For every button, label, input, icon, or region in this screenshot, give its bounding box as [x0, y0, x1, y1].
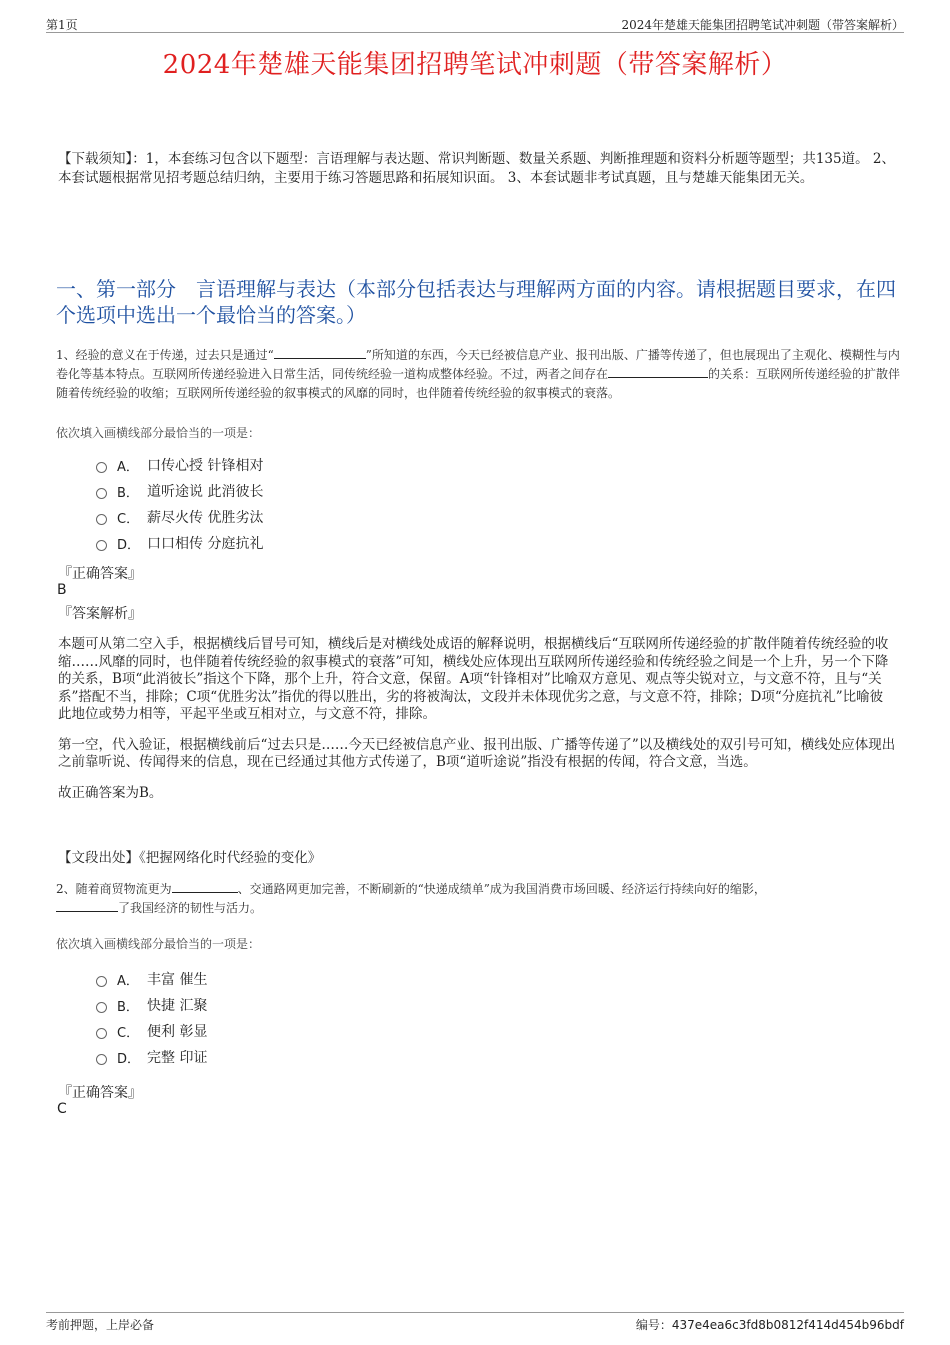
footer-code	[636, 1316, 904, 1333]
footer-code-label: 编号：	[635, 1318, 672, 1332]
option-a[interactable]	[96, 452, 263, 478]
question-2-prompt: 依次填入画横线部分最恰当的一项是：	[56, 937, 261, 951]
radio-icon[interactable]	[96, 1002, 107, 1013]
question-1-prompt: 依次填入画横线部分最恰当的一项是：	[56, 426, 261, 440]
download-notice: 【下载须知】：1，本套练习包含以下题型：言语理解与表达题、常识判断题、数量关系题、判断推理题和资料分析题等题型；共135道。 2、本套试题根据常见招考题总结归纳，主要用于练习答题思路和拓展知识面。 3、本套试题非考试真题，且与楚雄天能集团无关。	[58, 151, 895, 186]
option-letter: A．	[117, 973, 139, 989]
radio-icon[interactable]	[96, 488, 107, 499]
option-text: 便利 彰显	[147, 1024, 208, 1040]
option-text: 道听途说 此消彼长	[147, 484, 264, 500]
radio-icon[interactable]	[96, 1054, 107, 1065]
option-letter: B．	[117, 485, 139, 501]
option-text: 完整 印证	[147, 1050, 208, 1066]
question-2-text	[56, 880, 901, 918]
analysis-paragraph: 本题可从第二空入手，根据横线后冒号可知，横线后是对横线处成语的解释说明，根据横线后“互联网所传递经验的扩散伴随着传统经验的收缩……风靡的同时，也伴随着传统经验的叙事模式的衰落”可知，横线处应体现出互联网所传递经验和传统经验之间是一个上升，另一个下降的关系，B项“此消彼长”指这个下降，那个上升，符合文意，保留。A项“针锋相对”比喻双方意见、观点等尖锐对立，与文意不符，且与“关系”搭配不当，排除；C项“优胜劣汰”指优的得以胜出，劣的将被淘汰，文段并未体现优劣之意，与文意不符，排除；D项“分庭抗礼”比喻彼此地位或势力相等，平起平坐或互相对立，与文意不符，排除。	[58, 636, 889, 722]
analysis-paragraph: 第一空，代入验证，根据横线前后“过去只是……今天已经被信息产业、报刊出版、广播等传递了”以及横线处的双引号可知，横线处应体现出之前靠听说、传闻得来的信息，现在已经通过其他方式传递了，B项“道听途说”指没有根据的传闻，符合文意，当选。	[58, 736, 896, 770]
radio-icon[interactable]	[96, 976, 107, 987]
option-letter: D．	[117, 537, 141, 553]
footer-slogan: 考前押题，上岸必备	[46, 1318, 155, 1332]
question-1-text-part1: 1、经验的意义在于传递，过去只是通过“	[56, 348, 274, 362]
option-d[interactable]	[96, 1044, 207, 1070]
option-text: 薪尽火传 优胜劣汰	[147, 510, 264, 526]
option-letter: C．	[117, 511, 140, 527]
option-a[interactable]	[96, 966, 207, 992]
question-2-text-part2: 、交通路网更加完善，不断刷新的“快递成绩单”成为我国消费市场回暖、经济运行持续向好的缩影，	[237, 882, 766, 896]
radio-icon[interactable]	[96, 462, 107, 473]
question-1-options	[96, 452, 263, 556]
question-1-text	[56, 346, 901, 403]
question-1-analysis-label: 『答案解析』	[58, 606, 142, 622]
option-c[interactable]	[96, 504, 263, 530]
question-2-text-part1: 2、随着商贸物流更为	[56, 882, 172, 896]
blank-1	[172, 880, 238, 893]
question-1-text-part3: 的关系：互联网所传递经验的扩散伴随着传统经验的收缩；互联网所传递经验的叙事模式的风靡的同时，也伴随着传统经验的叙事模式的衰落。	[56, 367, 901, 400]
option-text: 口传心授 针锋相对	[147, 458, 264, 474]
question-1-answer-label: 『正确答案』	[58, 566, 142, 582]
blank-2	[56, 899, 118, 912]
question-2-options	[96, 966, 207, 1070]
option-b[interactable]	[96, 478, 263, 504]
option-text: 快捷 汇聚	[147, 998, 208, 1014]
question-2-answer-label: 『正确答案』	[58, 1085, 142, 1101]
radio-icon[interactable]	[96, 540, 107, 551]
option-b[interactable]	[96, 992, 207, 1018]
option-c[interactable]	[96, 1018, 207, 1044]
page-header	[46, 14, 904, 33]
page-footer	[46, 1312, 904, 1333]
question-1-source: 【文段出处】《把握网络化时代经验的变化》	[58, 850, 322, 866]
option-letter: A．	[117, 459, 139, 475]
option-letter: C．	[117, 1025, 140, 1041]
option-d[interactable]	[96, 530, 263, 556]
option-text: 口口相传 分庭抗礼	[147, 536, 264, 552]
page-number: 第1页	[46, 18, 78, 32]
question-1-analysis	[58, 636, 896, 815]
blank-1	[274, 346, 366, 359]
option-text: 丰富 催生	[147, 972, 208, 988]
section-heading: 一、第一部分 言语理解与表达（本部分包括表达与理解两方面的内容。请根据题目要求，在四个选项中选出一个最恰当的答案。）	[56, 277, 896, 327]
analysis-paragraph: 故正确答案为B。	[58, 784, 163, 801]
question-2-text-part3: 了我国经济的韧性与活力。	[118, 901, 263, 915]
document-title: 2024年楚雄天能集团招聘笔试冲刺题（带答案解析）	[162, 50, 788, 80]
question-1-text-part2: ”所知道的东西，今天已经被信息产业、报刊出版、广播等传递了，但也展现出了主观化、模糊性与内卷化等基本特点。互联网所传递经验进入日常生活，同传统经验一道构成整体经验。不过，两者之间存在	[56, 348, 900, 381]
radio-icon[interactable]	[96, 514, 107, 525]
question-2-answer: C	[57, 1101, 67, 1117]
question-1-answer: B	[57, 582, 67, 598]
radio-icon[interactable]	[96, 1028, 107, 1039]
footer-code-value: 437e4ea6c3fd8b0812f414d454b96bdf	[671, 1318, 904, 1332]
option-letter: B．	[117, 999, 139, 1015]
blank-2	[608, 365, 708, 378]
option-letter: D．	[117, 1051, 141, 1067]
header-doc-title: 2024年楚雄天能集团招聘笔试冲刺题（带答案解析）	[621, 18, 904, 32]
